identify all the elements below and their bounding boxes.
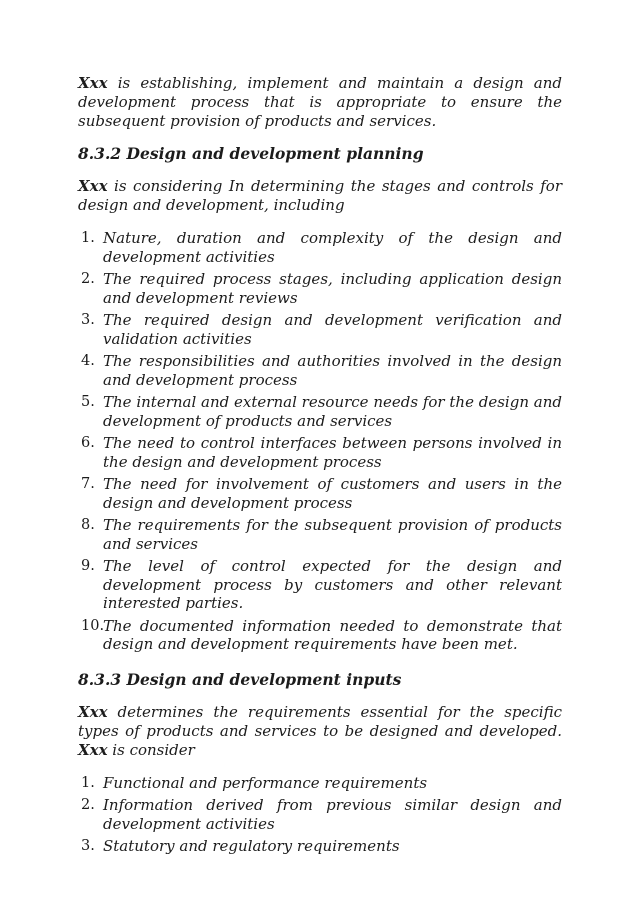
list-text: The responsibilities and authorities involved in the design and development process bbox=[103, 352, 562, 389]
list-item bbox=[78, 352, 562, 389]
company-name: Xxx bbox=[78, 74, 108, 92]
lead-text: is consider bbox=[107, 740, 195, 759]
planning-list bbox=[78, 229, 562, 654]
document-page bbox=[78, 74, 562, 856]
list-text: Nature, duration and complexity of the design and development activities bbox=[103, 229, 562, 266]
list-number: 1. bbox=[81, 774, 95, 791]
list-item bbox=[78, 557, 562, 613]
list-text: The required process stages, including application design and development reviews bbox=[103, 270, 562, 307]
inputs-list bbox=[78, 774, 562, 856]
list-item bbox=[78, 516, 562, 553]
list-item bbox=[78, 796, 562, 833]
list-item bbox=[78, 229, 562, 266]
list-text: The requirements for the subsequent provision of products and services bbox=[103, 516, 562, 553]
list-item bbox=[78, 617, 562, 654]
intro-paragraph bbox=[78, 74, 562, 131]
list-item bbox=[78, 434, 562, 471]
list-text: The internal and external resource needs for the design and development of products and services bbox=[103, 393, 562, 430]
list-number: 8. bbox=[81, 517, 95, 533]
list-number: 2. bbox=[81, 797, 95, 813]
section-heading-833: 8.3.3 Design and development inputs bbox=[78, 669, 402, 689]
list-text: Functional and performance requirements bbox=[103, 773, 428, 792]
company-name: Xxx bbox=[78, 702, 108, 721]
list-item bbox=[78, 311, 562, 348]
list-text: The documented information needed to demonstrate that design and development requirements have been met. bbox=[103, 616, 562, 653]
section-832-lead bbox=[78, 177, 562, 215]
list-text: The level of control expected for the design and development process by customers and other relevant interested parties. bbox=[103, 557, 562, 612]
list-number: 7. bbox=[81, 476, 95, 492]
list-number: 9. bbox=[81, 558, 95, 574]
list-text: Information derived from previous similar design and development activities bbox=[103, 796, 562, 833]
list-number: 1. bbox=[81, 230, 95, 246]
section-heading-832: 8.3.2 Design and development planning bbox=[78, 144, 424, 163]
list-item bbox=[78, 475, 562, 512]
list-item bbox=[78, 774, 562, 793]
list-number: 3. bbox=[81, 838, 95, 854]
list-number: 4. bbox=[81, 353, 95, 369]
lead-text: determines the requirements essential for the specific types of products and services to be designed and developed. bbox=[78, 702, 562, 740]
list-number: 10. bbox=[81, 617, 105, 634]
intro-text: is establishing, implement and maintain a design and development process that is appropriate to ensure the subsequent provision of products and services. bbox=[78, 74, 562, 130]
company-name: Xxx bbox=[78, 740, 108, 759]
list-item bbox=[78, 393, 562, 430]
list-text: The required design and development verification and validation activities bbox=[103, 311, 562, 348]
list-text: The need for involvement of customers and users in the design and development process bbox=[103, 475, 562, 512]
list-item bbox=[78, 270, 562, 307]
list-number: 5. bbox=[81, 394, 95, 410]
list-item bbox=[78, 837, 562, 856]
company-name: Xxx bbox=[78, 177, 108, 195]
list-text: Statutory and regulatory requirements bbox=[103, 837, 400, 855]
list-number: 2. bbox=[81, 271, 95, 287]
list-text: The need to control interfaces between persons involved in the design and development process bbox=[103, 434, 562, 471]
list-number: 3. bbox=[81, 312, 95, 328]
list-number: 6. bbox=[81, 435, 95, 451]
section-833-lead bbox=[78, 703, 562, 760]
lead-text: is considering In determining the stages and controls for design and development, including bbox=[78, 177, 562, 214]
